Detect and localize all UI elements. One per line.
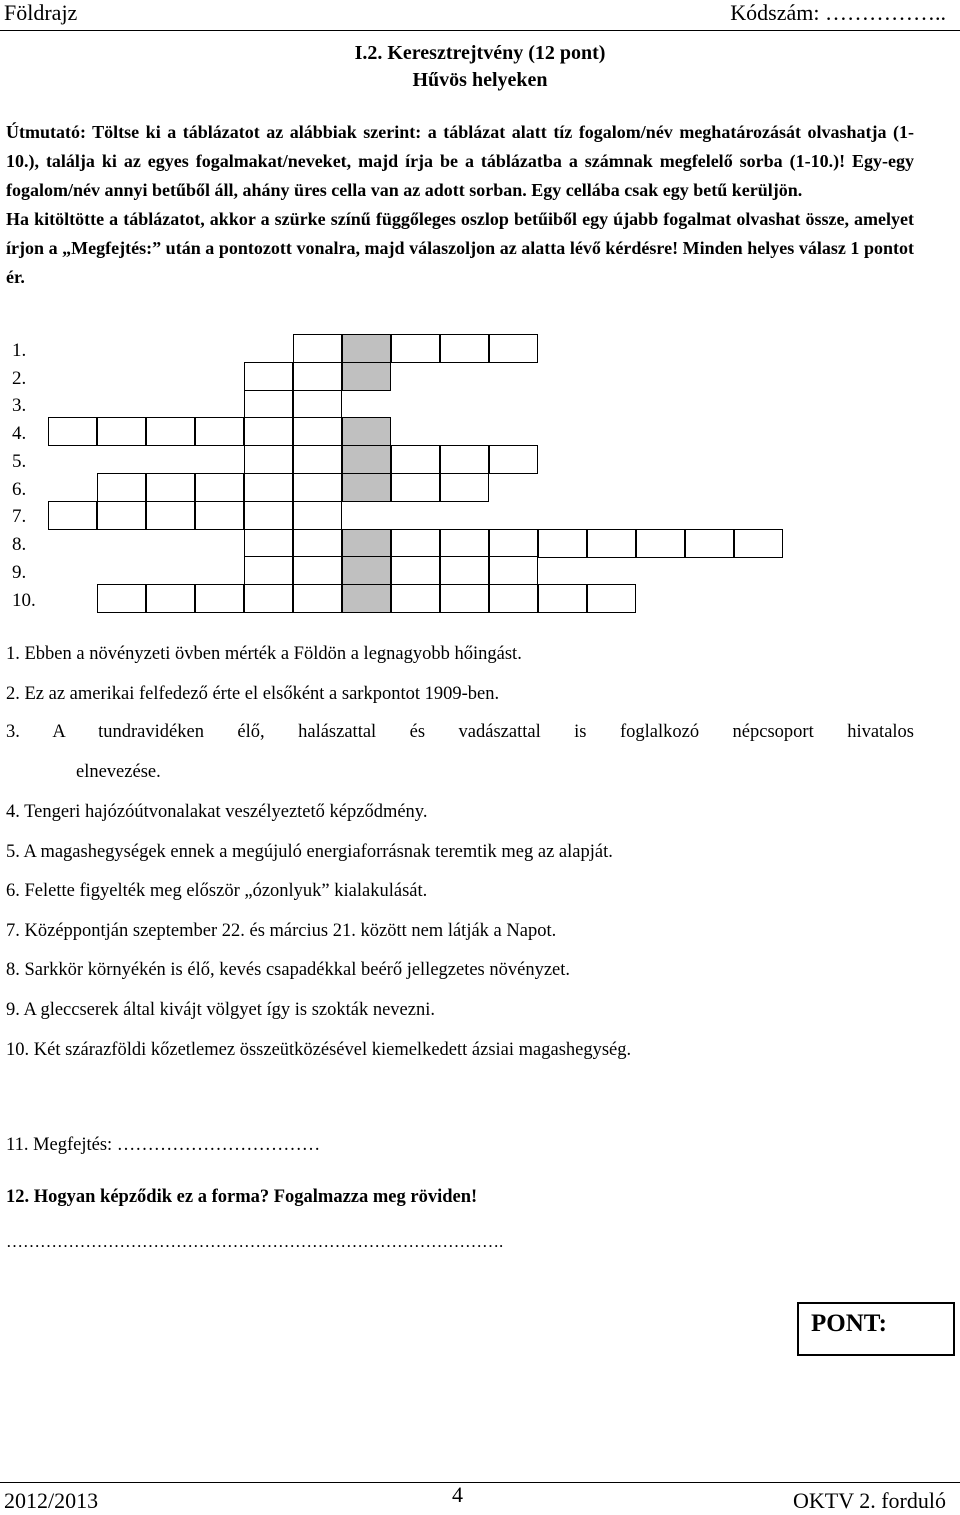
crossword-cell[interactable] [293,417,342,446]
crossword-cell[interactable] [244,584,293,613]
row-label: 10. [12,590,36,611]
crossword-solution-cell[interactable] [342,529,391,558]
code-label: Kódszám: …………….. [730,0,946,25]
crossword-cell[interactable] [587,584,636,613]
section-title: I.2. Keresztrejtvény (12 pont) [354,42,606,64]
crossword-cell[interactable] [489,556,538,585]
crossword-cell[interactable] [146,417,195,446]
subject-label: Földrajz [4,0,78,25]
instructions [6,118,914,292]
question-number: 1. [6,644,20,664]
instructions-paragraph-1: Útmutató: Töltse ki a táblázatot az alábbiak szerint: a táblázat alatt tíz fogalom/név meghatározását olvashatja (1-10.), találja ki az egyes fogalmakat/neveket, majd írja be a táblázatba a számnak megfelelő sorba (1-10.)! Egy-egy fogalom/név annyi betűből áll, ahány üres cella van az adott sorban. Egy cellába csak egy betű kerüljön. [6,122,914,200]
crossword-cell[interactable] [489,529,538,558]
instructions-paragraph-2: Ha kitöltötte a táblázatot, akkor a szürke színű függőleges oszlop betűiből egy újabb fogalmat olvashat össze, amelyet írjon a „Megfejtés:” után a pontozott vonalra, majd válaszoljon az alatta lévő kérdésre! Minden helyes válasz 1 pontot ér. [6,209,914,287]
question-text: A tundravidéken élő, halászattal és vadászattal is foglalkozó népcsoport hivatalos [52,722,914,742]
crossword-cell[interactable] [391,584,440,613]
footer-divider [0,1482,960,1483]
crossword-cell[interactable] [685,529,734,558]
crossword-cell[interactable] [244,445,293,474]
crossword-solution-cell[interactable] [342,556,391,585]
question-5 [6,842,613,863]
crossword-cell[interactable] [293,334,342,363]
crossword-solution-cell[interactable] [342,584,391,613]
crossword-cell[interactable] [244,417,293,446]
crossword-cell[interactable] [538,529,587,558]
question-number: 3. [6,722,20,742]
crossword-cell[interactable] [293,362,342,391]
question-3 [6,722,914,743]
crossword-cell[interactable] [440,445,489,474]
question-7 [6,921,556,942]
school-year: 2012/2013 [4,1488,99,1513]
crossword-cell[interactable] [244,556,293,585]
question-number: 9. [6,1000,20,1020]
question-number: 4. [6,802,20,822]
question-text: Ez az amerikai felfedező érte el elsőként a sarkpontot 1909-ben. [24,684,500,704]
crossword-cell[interactable] [195,584,244,613]
crossword-cell[interactable] [244,473,293,502]
row-label: 3. [12,395,27,416]
crossword-cell[interactable] [489,334,538,363]
row-label: 4. [12,423,27,444]
crossword-cell[interactable] [48,501,97,530]
crossword-cell[interactable] [195,473,244,502]
crossword-cell[interactable] [97,501,146,530]
question-12: 12. Hogyan képződik ez a forma? Fogalmazza meg röviden! [6,1187,478,1207]
crossword-cell[interactable] [734,529,783,558]
crossword-cell[interactable] [48,417,97,446]
crossword-cell[interactable] [391,529,440,558]
crossword-cell[interactable] [391,334,440,363]
question-text: Két szárazföldi kőzetlemez összeütközésével kiemelkedett ázsiai magashegység. [33,1040,632,1060]
question-text: Középpontján szeptember 22. és március 21. között nem látják a Napot. [24,921,557,941]
question-number: 10. [6,1040,30,1060]
crossword-solution-cell[interactable] [342,362,391,391]
question-10 [6,1040,631,1061]
crossword-cell[interactable] [636,529,685,558]
crossword-cell[interactable] [97,417,146,446]
solution-field[interactable]: 11. Megfejtés: …………………………… [6,1135,321,1155]
question-3-continuation: elnevezése. [76,762,161,782]
crossword-solution-cell[interactable] [342,417,391,446]
score-label: PONT: [811,1310,887,1337]
question-1 [6,644,522,665]
crossword-solution-cell[interactable] [342,445,391,474]
crossword-cell[interactable] [244,501,293,530]
crossword-cell[interactable] [244,362,293,391]
question-text: A magashegységek ennek a megújuló energiaforrásnak teremtik meg az alapját. [23,842,613,862]
crossword-cell[interactable] [146,501,195,530]
crossword-cell[interactable] [244,390,293,419]
page-number: 4 [452,1482,463,1507]
question-text: Felette figyelték meg először „ózonlyuk” kialakulását. [24,881,428,901]
row-label: 7. [12,506,27,527]
crossword-cell[interactable] [440,584,489,613]
row-label: 5. [12,451,27,472]
crossword-cell[interactable] [489,584,538,613]
question-9 [6,1000,435,1021]
question-text: Sarkkör környékén is élő, kevés csapadékkal beérő jellegzetes növényzet. [24,960,571,980]
crossword-cell[interactable] [587,529,636,558]
crossword-cell[interactable] [244,529,293,558]
crossword-cell[interactable] [195,501,244,530]
row-label: 1. [12,340,27,361]
row-label: 9. [12,562,27,583]
crossword-cell[interactable] [293,390,342,419]
crossword-cell[interactable] [293,445,342,474]
question-text: Ebben a növényzeti övben mérték a Földön a legnagyobb hőingást. [24,644,522,664]
crossword-cell[interactable] [293,556,342,585]
answer-dotted-line[interactable]: ……………………………………………………………………………. [6,1232,504,1251]
crossword-cell[interactable] [97,584,146,613]
row-label: 2. [12,368,27,389]
crossword-cell[interactable] [440,334,489,363]
question-number: 5. [6,842,20,862]
crossword-cell[interactable] [440,556,489,585]
question-number: 6. [6,881,20,901]
crossword-cell[interactable] [489,445,538,474]
question-number: 7. [6,921,20,941]
question-text: A gleccserek által kivájt völgyet így is szokták nevezni. [23,1000,435,1020]
crossword-cell[interactable] [293,501,342,530]
score-box [797,1302,955,1356]
crossword-cell[interactable] [391,473,440,502]
crossword-solution-cell[interactable] [342,334,391,363]
crossword-cell[interactable] [146,473,195,502]
crossword-cell[interactable] [97,473,146,502]
question-6 [6,881,427,902]
header-divider [0,30,960,31]
row-label: 8. [12,534,27,555]
question-2 [6,684,499,705]
crossword-cell[interactable] [440,529,489,558]
question-number: 8. [6,960,20,980]
crossword-cell[interactable] [195,417,244,446]
section-subtitle: Hűvös helyeken [412,69,548,91]
competition-round: OKTV 2. forduló [793,1488,946,1513]
row-label: 6. [12,479,27,500]
question-4 [6,802,427,823]
question-text: Tengeri hajózóútvonalakat veszélyeztető képződmény. [24,802,428,822]
crossword-cell[interactable] [293,473,342,502]
crossword-cell[interactable] [146,584,195,613]
crossword-cell[interactable] [391,445,440,474]
question-number: 2. [6,684,20,704]
crossword-cell[interactable] [440,473,489,502]
crossword-cell[interactable] [391,556,440,585]
crossword-solution-cell[interactable] [342,473,391,502]
crossword-cell[interactable] [293,584,342,613]
crossword-cell[interactable] [538,584,587,613]
crossword-cell[interactable] [293,529,342,558]
question-8 [6,960,570,981]
